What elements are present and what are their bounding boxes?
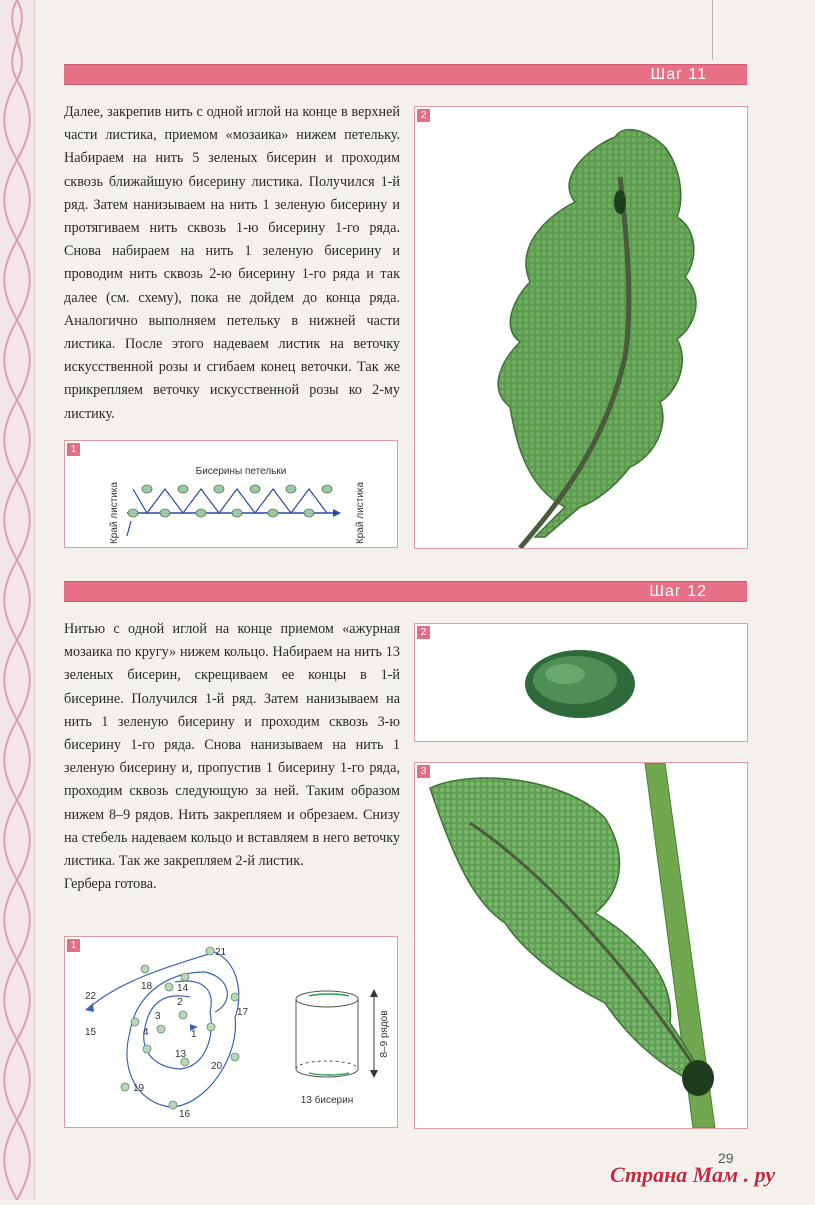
loop-diagram	[65, 441, 397, 547]
leaf-on-stem-image	[415, 763, 747, 1128]
diagram-badge: 1	[67, 443, 80, 456]
step-12-text	[64, 618, 400, 896]
top-rule	[712, 0, 713, 60]
bead-number: 19	[133, 1083, 145, 1094]
bead-number: 13	[175, 1049, 187, 1060]
beads-count-label: 13 бисерин	[300, 1095, 354, 1106]
right-edge-label: Край листика	[355, 481, 366, 545]
site-watermark: Страна Мам . ру	[610, 1162, 776, 1187]
side-ornament	[0, 0, 35, 1200]
step-12-paragraph: Нитью с одной иглой на конце приемом «ажурная мозаика по кругу» нижем кольцо. Набираем на нить 13 зеленых бисерин, скрещиваем ее концы в 1-й бисерине. Получился 1-й ряд. Затем нанизываем на нить 1 зеленую бисерину и проходим сквозь 3-ю бисерину 1-го ряда. Снова нанизываем на нить 1 зеленую бисерину и, пропустив 1 бисерину 1-го ряда, проходим сквозь следующую за ней. Таким образом нижем 8–9 рядов. Нить закрепляем и обрезаем. Снизу на стебель надеваем кольцо и вставляем в него веточку листика. Так же закрепляем 2-й листик.	[64, 621, 400, 870]
photo-badge: 3	[417, 765, 430, 778]
step-12-ring-diagram	[64, 936, 398, 1128]
bead-number: 2	[177, 997, 183, 1008]
bead-number: 16	[179, 1109, 191, 1120]
bead-row	[128, 485, 332, 517]
beaded-ring-image	[415, 624, 747, 741]
bead-number: 22	[85, 991, 97, 1002]
cylinder	[296, 991, 358, 1077]
step-11-photo	[414, 106, 748, 549]
rows-label: 8–9 рядов	[379, 1010, 390, 1058]
bead-number: 14	[177, 983, 189, 994]
ornament-pattern	[0, 0, 34, 1200]
step-11-bead-diagram	[64, 440, 398, 548]
left-edge-label: Край листика	[109, 481, 120, 545]
step-11-paragraph: Далее, закрепив нить с одной иглой на конце в верхней части листика, приемом «мозаика» нижем петельку. Набираем на нить 5 зеленых бисерин и проходим сквозь ближайшую бисерину листика. Получился 1-й ряд. Затем нанизываем на нить 1 зеленую бисерину и протягиваем нить сквозь 1-ю бисерину 1-го ряда. Снова набираем на нить 1 зеленую бисерину и проводим нить сквозь 2-ю бисерину 1-го ряда и так далее (см. схему), пока не дойдем до конца ряда. Аналогично выполняем петельку в нижней части листика. После этого надеваем листик на веточку искусственной розы и сгибаем конец веточки. Так же прикрепляем веточку искусственной розы ко 2-му листику.	[64, 104, 400, 422]
photo-badge: 2	[417, 626, 430, 639]
bead-number: 1	[191, 1029, 197, 1040]
step-12-photo-leaf	[414, 762, 748, 1129]
bead-number: 18	[141, 981, 153, 992]
diagram-badge: 1	[67, 939, 80, 952]
bead-number: 15	[85, 1027, 97, 1038]
step-12-final: Гербера готова.	[64, 876, 157, 893]
bead-number: 20	[211, 1061, 223, 1072]
photo-badge: 2	[417, 109, 430, 122]
step-11-header	[64, 64, 747, 85]
ring-scheme	[65, 937, 397, 1127]
step-11-text	[64, 101, 400, 426]
bead-number: 3	[155, 1011, 161, 1022]
bead-number: 4	[143, 1027, 149, 1038]
step-12-photo-ring	[414, 623, 748, 742]
beaded-leaf-image	[415, 107, 747, 548]
bead-number: 17	[237, 1007, 249, 1018]
step-11-title: Шаг 11	[650, 66, 707, 83]
page-number: 29	[718, 1150, 734, 1166]
step-12-header	[64, 581, 747, 602]
bead-number: 21	[215, 947, 227, 958]
loop-beads-label: Бисерины петельки	[195, 466, 287, 477]
step-12-title: Шаг 12	[649, 583, 707, 600]
